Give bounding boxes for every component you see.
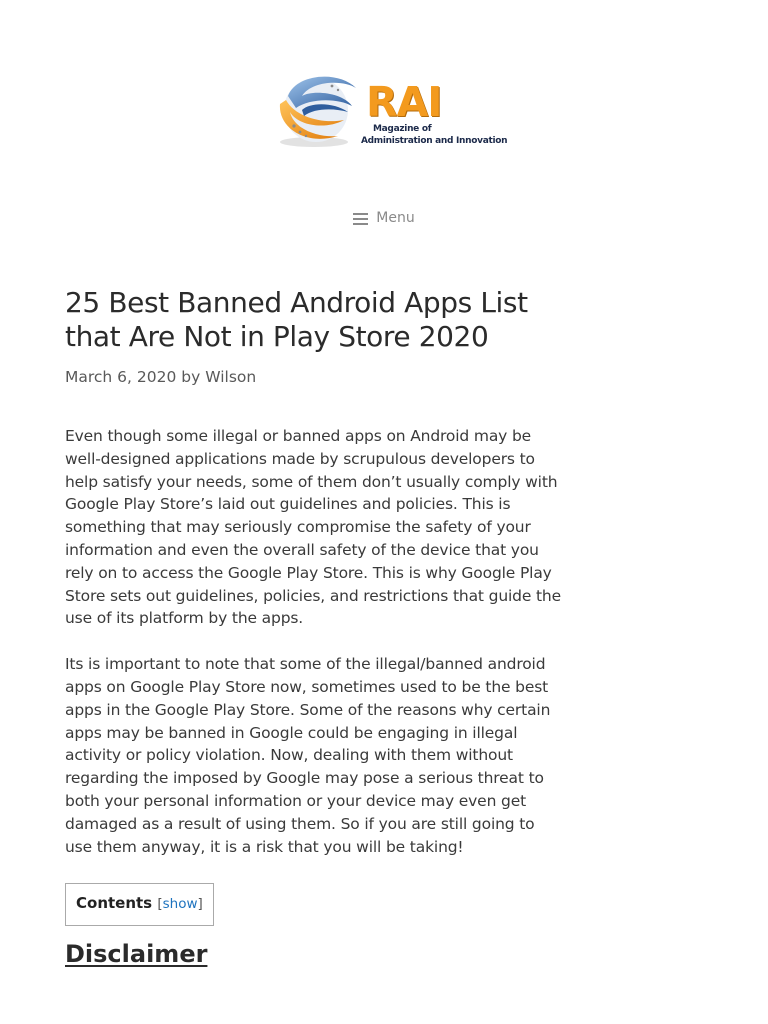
- main-navigation: [0, 200, 768, 236]
- menu-toggle-label: Menu: [376, 210, 415, 226]
- article-title: 25 Best Banned Android Apps List that Are Not in Play Store 2020: [65, 286, 528, 353]
- table-of-contents: [65, 883, 214, 926]
- site-header: [0, 0, 768, 175]
- byline-by: by: [181, 368, 206, 386]
- globe-logo-icon: [272, 66, 372, 156]
- hamburger-icon: [353, 213, 368, 224]
- toc-show-toggle[interactable]: show: [162, 896, 198, 913]
- article: [65, 286, 565, 970]
- toc-title: Contents: [76, 894, 158, 913]
- toc-bracket-close: ]: [197, 896, 203, 913]
- article-meta: [65, 366, 565, 388]
- paragraph: Its is important to note that some of the illegal/banned android apps on Google Play Store now, sometimes used to be the best apps in the Google Play Store. Some of the reasons why certain apps may be banned in Google could be engaging in illegal activity or policy violation. Now, dealing with them without regarding the imposed by Google may pose a serious threat to both your personal information or your device may even get damaged as a result of using them. So if you are still going to use them anyway, it is a risk that you will be taking!: [65, 655, 551, 856]
- author-link[interactable]: Wilson: [205, 368, 257, 386]
- menu-toggle-button[interactable]: [353, 210, 414, 226]
- toc-bracket-open: [: [157, 896, 163, 913]
- paragraph: Even though some illegal or banned apps on Android may be well-designed applications made by scrupulous developers to help satisfy your needs, some of them don’t usually comply with Google Play Store’s laid out guidelines and policies. This is something that may seriously compromise the safety of your information and even the overall safety of the device that you rely on to access the Google Play Store. This is why Google Play Store sets out guidelines, policies, and restrictions that guide the use of its platform by the apps.: [65, 427, 561, 628]
- section-heading-disclaimer: Disclaimer: [65, 940, 208, 969]
- logo-tagline-line2: Administration and Innovation: [361, 136, 508, 146]
- article-content: [65, 425, 565, 970]
- logo-brand-text: RAI: [366, 78, 442, 126]
- post-date-link[interactable]: March 6, 2020: [65, 368, 177, 386]
- site-logo[interactable]: [272, 66, 508, 156]
- logo-tagline-line1: Magazine of: [373, 124, 432, 134]
